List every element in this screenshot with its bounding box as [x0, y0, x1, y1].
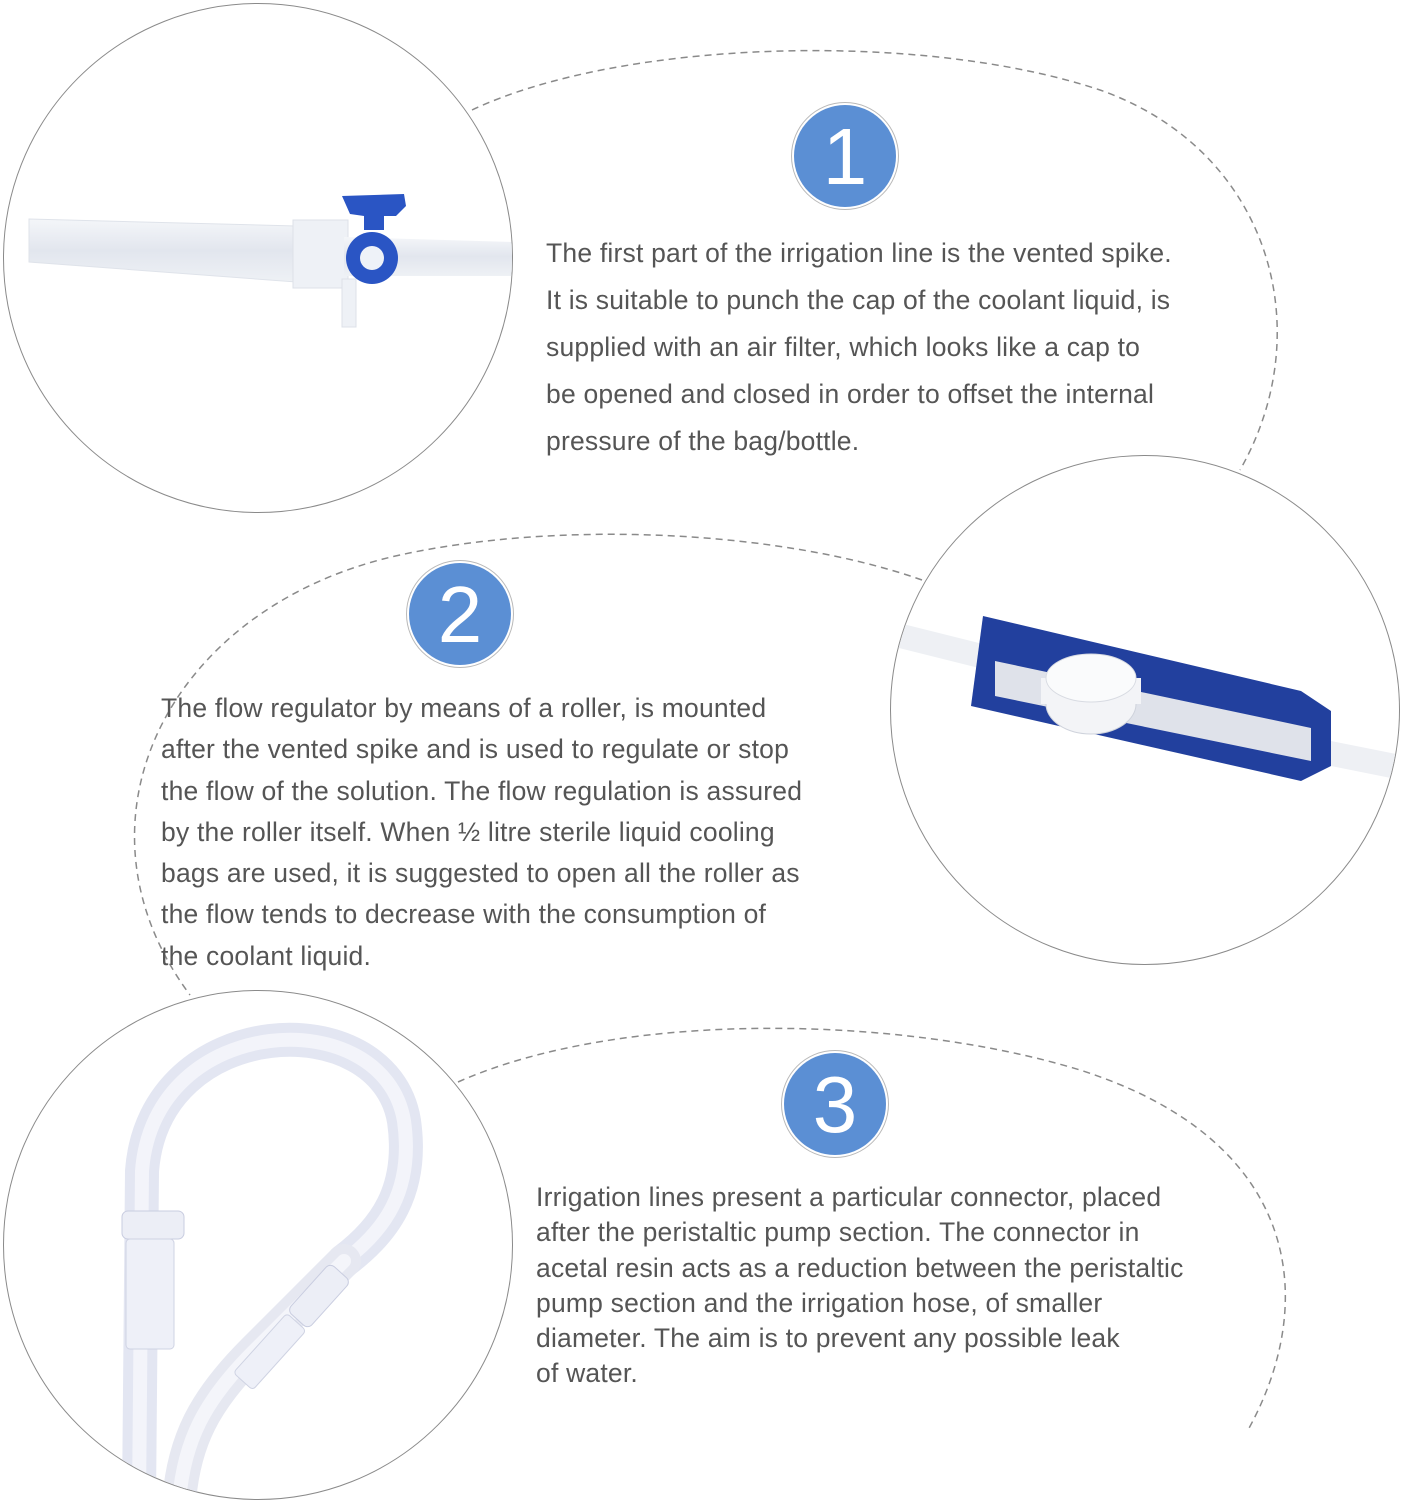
text-line: Irrigation lines present a particular connector, placed [536, 1182, 1162, 1212]
tube-connector-photo [3, 990, 513, 1500]
text-line: pump section and the irrigation hose, of smaller [536, 1287, 1103, 1318]
text-line: the flow of the solution. The flow regulation is assured [161, 775, 803, 806]
roller-flow-regulator-photo [890, 455, 1400, 965]
text-line: acetal resin acts as a reduction between the peristaltic [536, 1252, 1184, 1283]
text-line: The first part of the irrigation line is the vented spike. [546, 238, 1172, 268]
text-line: of water. [536, 1358, 638, 1389]
text-line: bags are used, it is suggested to open all the roller as [161, 858, 800, 889]
step-number: 3 [812, 1060, 858, 1149]
section-3-description [536, 1180, 1184, 1392]
text-line: supplied with an air filter, which looks like a cap to [546, 332, 1141, 362]
vented-spike-illustration [4, 4, 513, 513]
step-badge-2 [409, 563, 511, 665]
text-line: diameter. The aim is to prevent any possible leak [536, 1323, 1120, 1354]
text-line: the coolant liquid. [161, 940, 372, 971]
text-line: be opened and closed in order to offset the internal [546, 379, 1155, 409]
text-line: after the peristaltic pump section. The connector in [536, 1217, 1140, 1248]
step-number: 1 [822, 112, 868, 201]
roller-clamp-illustration [891, 456, 1400, 965]
section-2-description [161, 688, 802, 977]
text-line: It is suitable to punch the cap of the coolant liquid, is [546, 285, 1171, 315]
section-1-description [546, 230, 1172, 465]
text-line: pressure of the bag/bottle. [546, 426, 860, 456]
vented-spike-photo [3, 3, 513, 513]
text-line: the flow tends to decrease with the consumption of [161, 899, 767, 930]
tube-connector-illustration [4, 991, 513, 1500]
step-badge-1 [794, 105, 896, 207]
step-badge-3 [784, 1053, 886, 1155]
text-line: by the roller itself. When ½ litre sterile liquid cooling [161, 816, 775, 847]
text-line: after the vented spike and is used to regulate or stop [161, 734, 790, 765]
text-line: The flow regulator by means of a roller, is mounted [161, 693, 767, 723]
step-number: 2 [437, 570, 483, 659]
